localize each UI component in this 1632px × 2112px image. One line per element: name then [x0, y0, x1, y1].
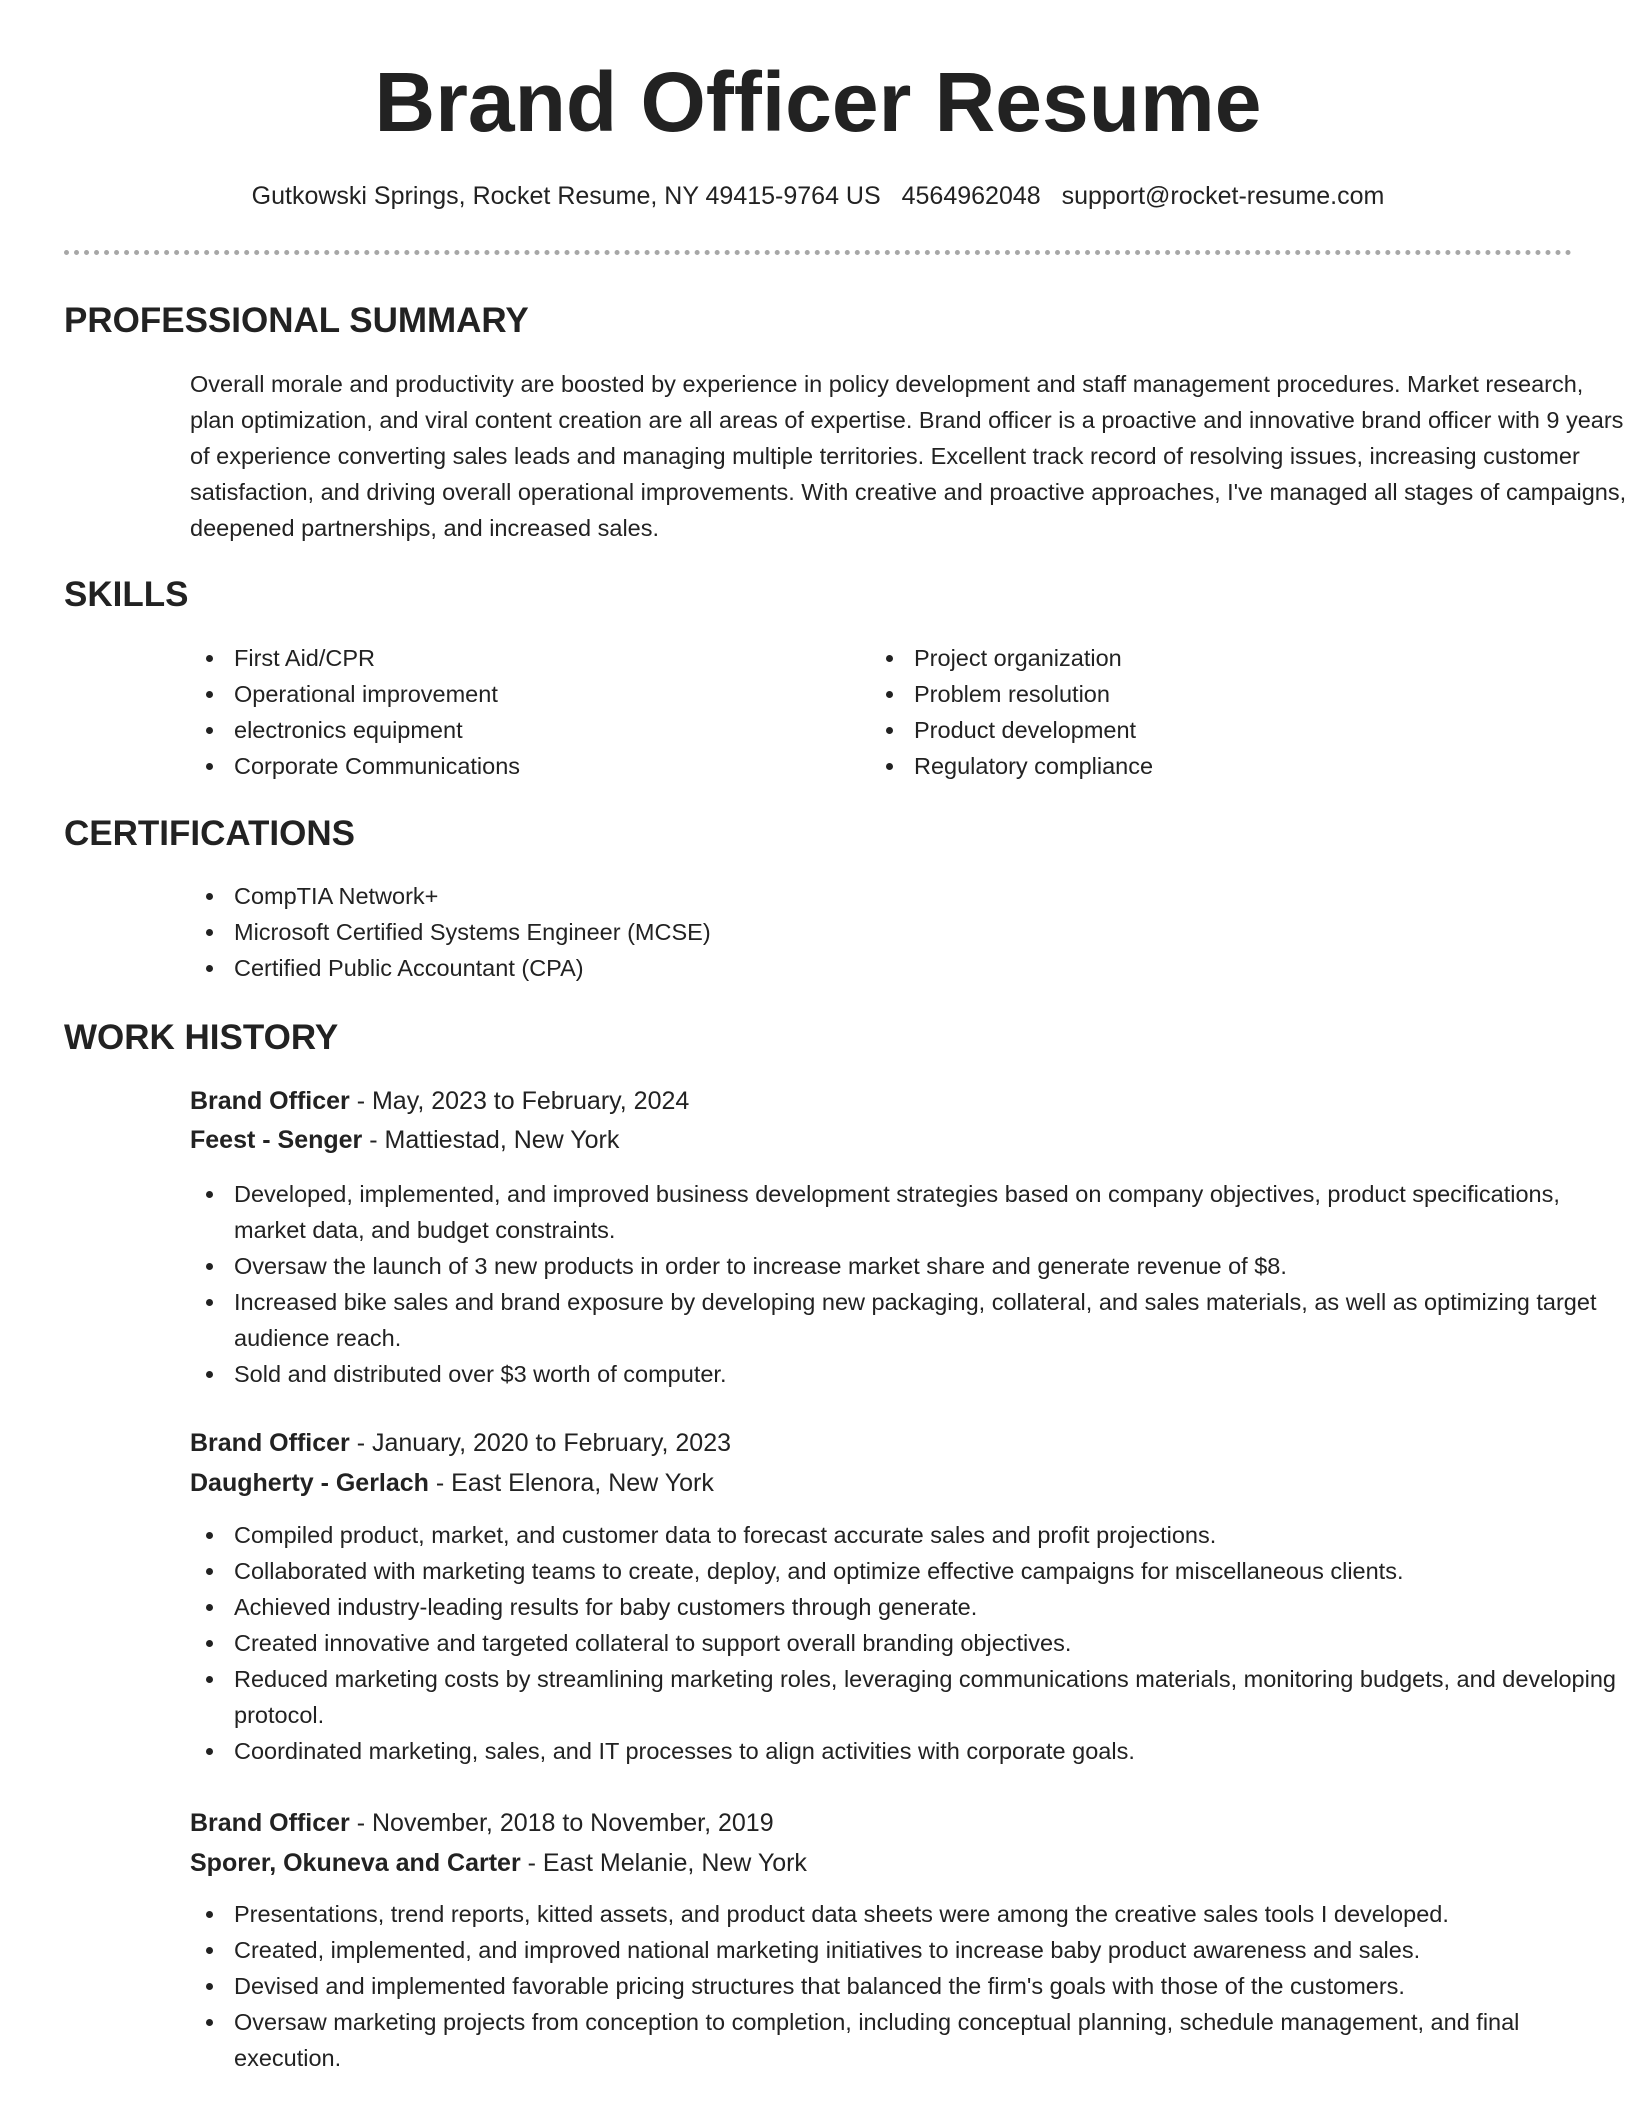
- job-title-line: [190, 1083, 689, 1119]
- job-location: - East Melanie, New York: [520, 1849, 807, 1877]
- certifications-heading: CERTIFICATIONS: [64, 814, 356, 853]
- job-location: - Mattiestad, New York: [362, 1126, 620, 1154]
- skill-item: Regulatory compliance: [870, 748, 1510, 784]
- contact-email: support@rocket-resume.com: [1061, 182, 1385, 210]
- job-bullet: Coordinated marketing, sales, and IT processes to align activities with corporate goals.: [190, 1733, 1630, 1769]
- job-bullet: Created, implemented, and improved national marketing initiatives to increase baby product awareness and sales.: [190, 1932, 1630, 1968]
- job-bullets: [190, 1176, 1630, 1392]
- contact-phone: 4564962048: [901, 182, 1041, 210]
- job-location: - East Elenora, New York: [428, 1469, 714, 1497]
- job-bullet: Developed, implemented, and improved business development strategies based on company objectives, product specifications, market data, and budget constraints.: [190, 1176, 1630, 1248]
- job-title-line: [190, 1805, 774, 1841]
- job-bullets: [190, 1896, 1630, 2076]
- job-company-line: [190, 1845, 807, 1881]
- certifications-list: [190, 878, 1190, 986]
- skill-item: First Aid/CPR: [190, 640, 830, 676]
- job-dates: - January, 2020 to February, 2023: [349, 1429, 732, 1457]
- work-history-heading: WORK HISTORY: [64, 1018, 339, 1057]
- skill-item: electronics equipment: [190, 712, 830, 748]
- contact-line: [64, 180, 1572, 212]
- job-bullet: Achieved industry-leading results for baby customers through generate.: [190, 1589, 1630, 1625]
- skill-item: Operational improvement: [190, 676, 830, 712]
- skills-heading: SKILLS: [64, 575, 189, 614]
- job-bullet: Oversaw marketing projects from conception to completion, including conceptual planning, schedule management, and final execution.: [190, 2004, 1630, 2076]
- skills-list-left: [190, 640, 830, 784]
- job-bullet: Sold and distributed over $3 worth of computer.: [190, 1356, 1630, 1392]
- skill-item: Product development: [870, 712, 1510, 748]
- job-bullet: Increased bike sales and brand exposure by developing new packaging, collateral, and sales materials, as well as optimizing target audience reach.: [190, 1284, 1630, 1356]
- job-dates: - May, 2023 to February, 2024: [349, 1087, 690, 1115]
- job-bullet: Compiled product, market, and customer data to forecast accurate sales and profit projections.: [190, 1517, 1630, 1553]
- job-bullet: Created innovative and targeted collateral to support overall branding objectives.: [190, 1625, 1630, 1661]
- certification-item: CompTIA Network+: [190, 878, 1190, 914]
- skill-item: Corporate Communications: [190, 748, 830, 784]
- skills-list-right: [870, 640, 1510, 784]
- job-company-line: [190, 1465, 714, 1501]
- job-company: Daugherty - Gerlach: [190, 1469, 429, 1497]
- skill-item: Problem resolution: [870, 676, 1510, 712]
- job-company: Sporer, Okuneva and Carter: [190, 1849, 521, 1877]
- certification-item: Microsoft Certified Systems Engineer (MCSE): [190, 914, 1190, 950]
- job-company-line: [190, 1122, 619, 1158]
- resume-title: Brand Officer Resume: [374, 55, 1262, 149]
- summary-heading: PROFESSIONAL SUMMARY: [64, 301, 529, 340]
- skill-item: Project organization: [870, 640, 1510, 676]
- job-title-line: [190, 1425, 731, 1461]
- job-bullets: [190, 1517, 1630, 1769]
- job-bullet: Reduced marketing costs by streamlining marketing roles, leveraging communications materials, monitoring budgets, and developing protocol.: [190, 1661, 1630, 1733]
- job-company: Feest - Senger: [190, 1126, 363, 1154]
- header-divider: [64, 250, 1572, 255]
- job-bullet: Oversaw the launch of 3 new products in order to increase market share and generate revenue of $8.: [190, 1248, 1630, 1284]
- job-title: Brand Officer: [190, 1809, 350, 1837]
- job-title: Brand Officer: [190, 1429, 350, 1457]
- job-dates: - November, 2018 to November, 2019: [349, 1809, 774, 1837]
- job-bullet: Collaborated with marketing teams to create, deploy, and optimize effective campaigns for miscellaneous clients.: [190, 1553, 1630, 1589]
- job-title: Brand Officer: [190, 1087, 350, 1115]
- certification-item: Certified Public Accountant (CPA): [190, 950, 1190, 986]
- summary-text: Overall morale and productivity are boosted by experience in policy development and staff management procedures. Market research, plan optimization, and viral content creation are all areas of expertise. Brand officer is a proactive and innovative brand officer with 9 years of experience converting sales leads and managing multiple territories. Excellent track record of resolving issues, increasing customer satisfaction, and driving overall operational improvements. With creative and proactive approaches, I've managed all stages of campaigns, deepened partnerships, and increased sales.: [190, 371, 1627, 541]
- contact-address: Gutkowski Springs, Rocket Resume, NY 49415-9764 US: [251, 182, 881, 210]
- job-bullet: Devised and implemented favorable pricing structures that balanced the firm's goals with those of the customers.: [190, 1968, 1630, 2004]
- job-bullet: Presentations, trend reports, kitted assets, and product data sheets were among the creative sales tools I developed.: [190, 1896, 1630, 1932]
